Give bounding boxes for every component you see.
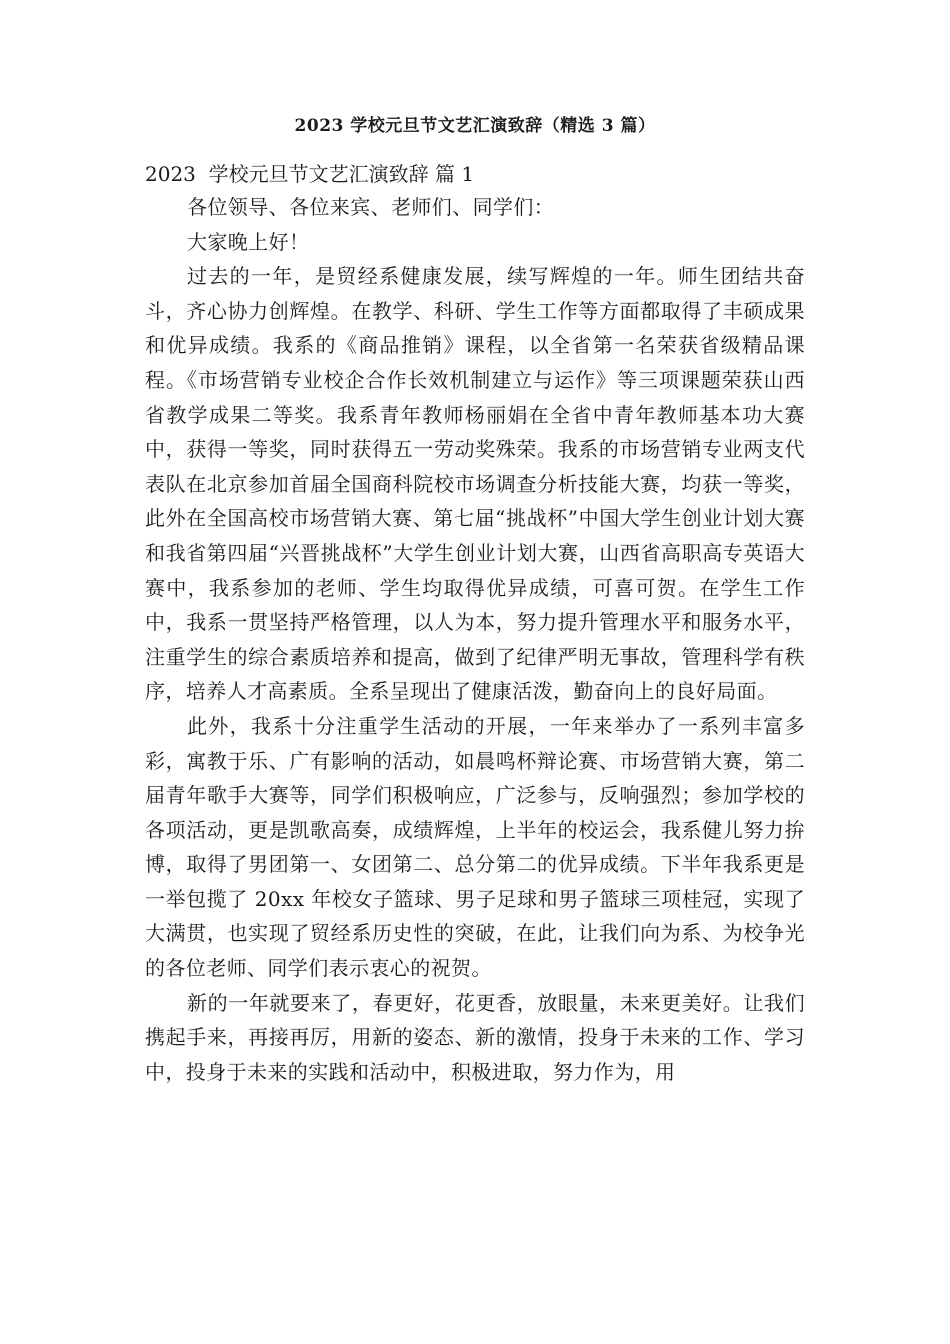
salutation-paragraph: 各位领导、各位来宾、老师们、同学们： [187,195,555,219]
body-paragraph-achievements: 过去的一年，是贸经系健康发展，续写辉煌的一年。师生团结共奋斗，齐心协力创辉煌。在教学、科研、学生工作等方面都取得了丰硕成果和优异成绩。我系的《商品推销》课程，以全省第一名荣获省级精品课程。《市场营销专业校企合作长效机制建立与运作》等三项课题荣获山西省教学成果二等奖。我系青年教师杨丽娟在全省中青年教师基本功大赛中，获得一等奖，同时获得五一劳动奖殊荣。我系的市场营销专业两支代表队在北京参加首届全国商科院校市场调查分析技能大赛，均获一等奖，此外在全国高校市场营销大赛、第七届“挑战杯”中国大学生创业计划大赛和我省第四届“兴晋挑战杯”大学生创业计划大赛，山西省高职高专英语大赛中，我系参加的老师、学生均取得优异成绩，可喜可贺。在学生工作中，我系一贯坚持严格管理，以人为本，努力提升管理水平和服务水平，注重学生的综合素质培养和提高，做到了纪律严明无事故，管理科学有秩序，培养人才高素质。全系呈现出了健康活泼，勤奋向上的良好局面。 [145,264,805,704]
body-paragraph-new-year: 新的一年就要来了，春更好，花更香，放眼量，未来更美好。让我们携起手来，再接再厉，用新的姿态、新的激情，投身于未来的工作、学习中，投身于未来的实践和活动中，积极进取，努力作为，用 [145,990,805,1084]
document-body [145,158,805,1089]
document-title: 2023 学校元旦节文艺汇演致辞（精选 3 篇） [294,116,656,136]
greeting-paragraph: 大家晚上好！ [187,229,310,254]
section-heading: 2023 学校元旦节文艺汇演致辞 篇 1 [145,162,475,186]
body-paragraph-activities: 此外，我系十分注重学生活动的开展，一年来举办了一系列丰富多彩，寓教于乐、广有影响的活动，如晨鸣杯辩论赛、市场营销大赛，第二届青年歌手大赛等，同学们积极响应，广泛参与，反响强烈；参加学校的各项活动，更是凯歌高奏，成绩辉煌，上半年的校运会，我系健儿努力拚博，取得了男团第一、女团第二、总分第二的优异成绩。下半年我系更是一举包揽了 20xx 年校女子篮球、男子足球和男子篮球三项桂冠，实现了大满贯，也实现了贸经系历史性的突破，在此，让我们向为系、为校争光的各位老师、同学们表示衷心的祝贺。 [145,713,805,981]
